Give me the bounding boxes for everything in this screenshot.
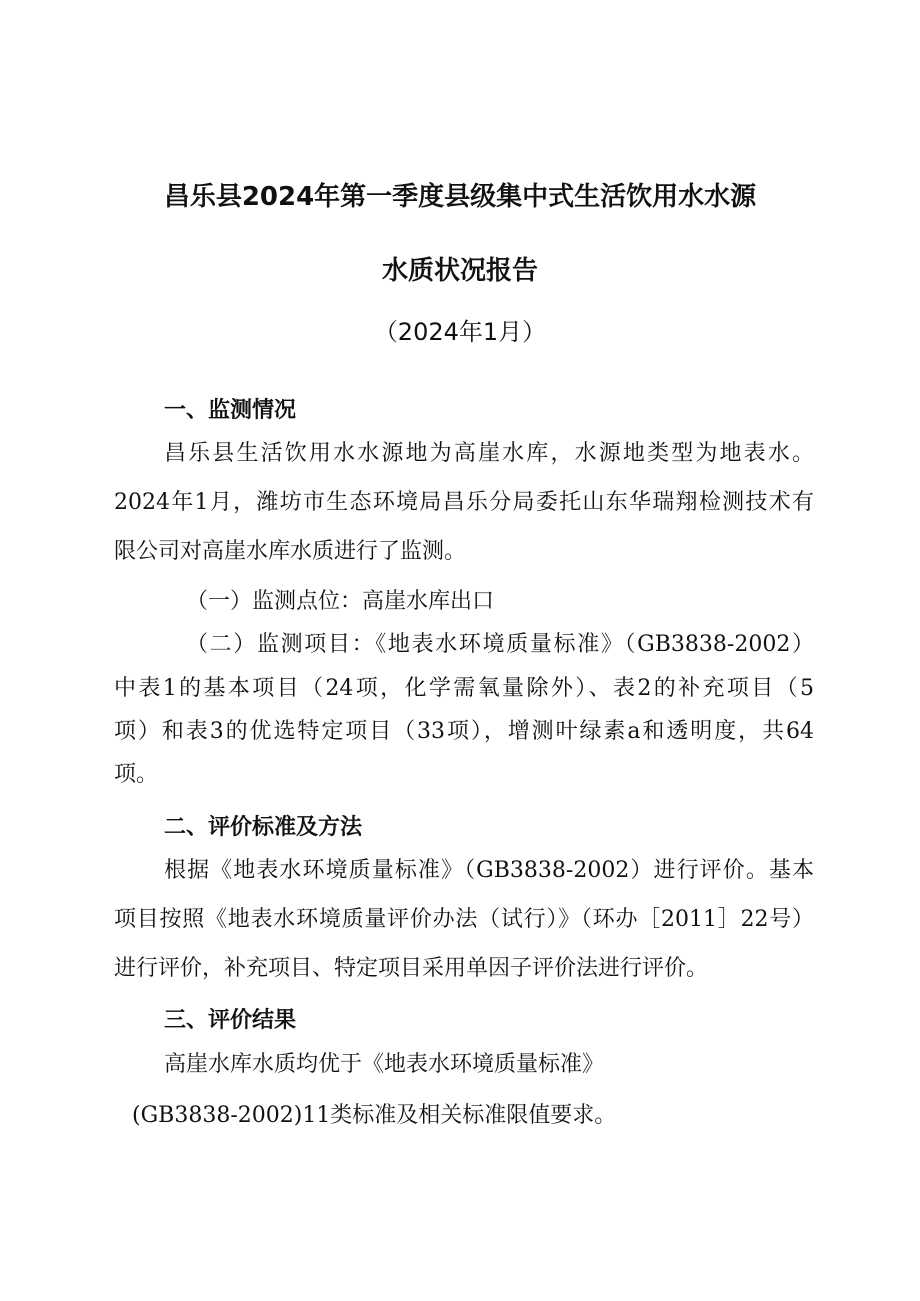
paragraph-line: (GB3838-2002)11类标准及相关标准限值要求。 <box>132 1103 617 1128</box>
paragraph-line: （二）监测项目：《地表水环境质量标准》（GB3838-2002） <box>186 632 814 657</box>
paragraph-line: 根据《地表水环境质量标准》（GB3838-2002）进行评价。基本 <box>164 858 814 883</box>
monitoring-point-item: （一）监测点位：高崖水库出口 <box>186 589 495 614</box>
paragraph-line: 限公司对高崖水库水质进行了监测。 <box>114 539 467 564</box>
paragraph-line: 项目按照《地表水环境质量评价办法（试行）》（环办［2011］22号） <box>114 907 814 932</box>
section-heading-evaluation-result: 三、评价结果 <box>164 1008 297 1033</box>
section-heading-evaluation-standard: 二、评价标准及方法 <box>164 815 363 840</box>
document-title-line1: 昌乐县2024年第一季度县级集中式生活饮用水水源 <box>163 182 757 212</box>
paragraph-line: 项。 <box>114 762 159 787</box>
document-date: （2024年1月） <box>373 318 547 346</box>
paragraph-line: 项）和表3的优选特定项目（33项），增测叶绿素a和透明度，共64 <box>114 719 814 744</box>
paragraph-line: 进行评价，补充项目、特定项目采用单因子评价法进行评价。 <box>114 956 709 981</box>
document-title-line2: 水质状况报告 <box>381 256 538 286</box>
paragraph-line: 昌乐县生活饮用水水源地为高崖水库，水源地类型为地表水。 <box>164 441 814 466</box>
paragraph-line: 高崖水库水质均优于《地表水环境质量标准》 <box>164 1052 605 1077</box>
section-heading-monitoring: 一、监测情况 <box>164 398 297 423</box>
paragraph-line: 中表1的基本项目（24项，化学需氧量除外）、表2的补充项目（5 <box>114 676 814 701</box>
paragraph-line: 2024年1月，潍坊市生态环境局昌乐分局委托山东华瑞翔检测技术有 <box>114 490 814 515</box>
